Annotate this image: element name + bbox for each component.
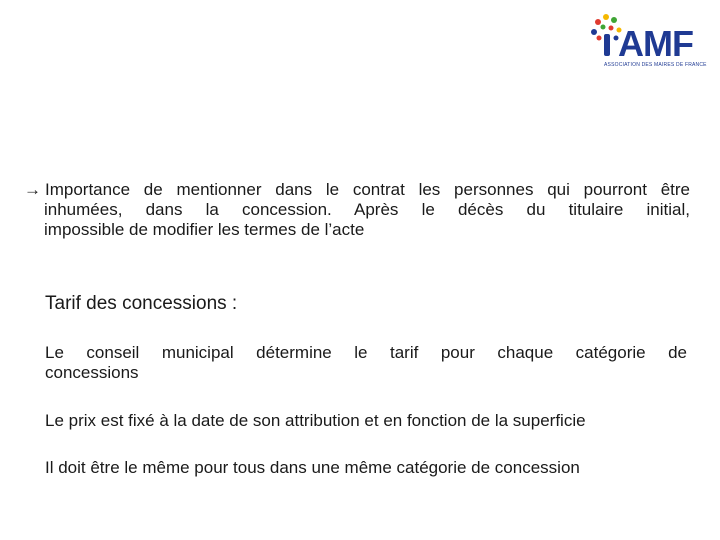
section-heading: Tarif des concessions : [45, 293, 238, 314]
bullet-line-1 [24, 180, 690, 200]
paragraph-price: Le prix est fixé à la date de son attribution et en fonction de la superficie [45, 411, 586, 430]
arrow-icon: → [24, 180, 41, 199]
amf-logo-text: AMF [618, 23, 693, 64]
amf-logo-subtitle: ASSOCIATION DES MAIRES DE FRANCE [604, 62, 707, 68]
paragraph-tariff-line-1: Le conseil municipal détermine le tarif pour chaque catégorie de [45, 343, 687, 362]
bullet-line-2: inhumées, dans la concession. Après le décès du titulaire initial, [44, 200, 690, 219]
bullet-continuation [44, 200, 690, 240]
paragraph-tariff [45, 343, 687, 383]
bullet-note [24, 180, 690, 240]
paragraph-category: Il doit être le même pour tous dans une même catégorie de concession [45, 458, 580, 477]
bullet-line-3: impossible de modifier les termes de l’acte [44, 220, 365, 239]
paragraph-tariff-line-2: concessions [45, 363, 139, 382]
bullet-line-1-text: Importance de mentionner dans le contrat les personnes qui pourront être [45, 180, 690, 199]
amf-logo [590, 12, 710, 72]
